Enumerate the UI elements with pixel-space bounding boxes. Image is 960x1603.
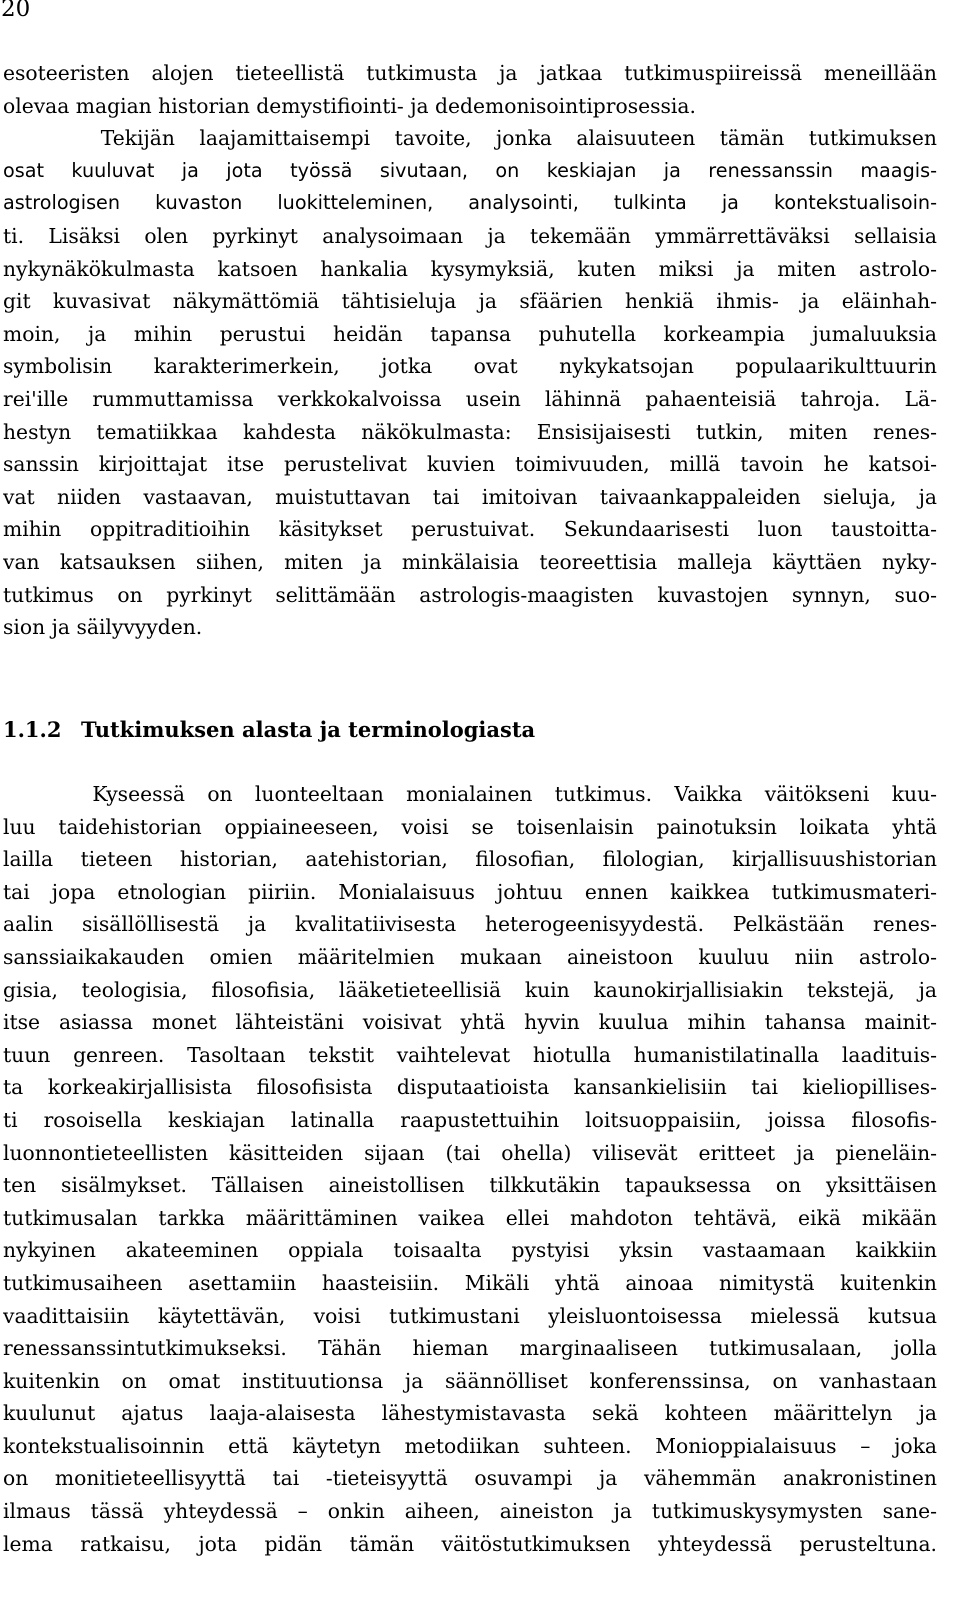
text-line: esoteeristen alojen tieteellistä tutkimusta ja jatkaa tutkimuspiireissä meneillään [3, 61, 937, 85]
text-line: tutkimusaiheen asettamiin haasteisiin. Mikäli yhtä ainoaa nimitystä kuitenkin [3, 1270, 937, 1295]
text-line: luonnontieteellisten käsitteiden sijaan (tai ohella) vilisevät eritteet ja pieneläin- [3, 1140, 937, 1165]
text-line: tuun genreen. Tasoltaan tekstit vaihtelevat hiotulla humanistilatinalla laadituis- [3, 1042, 937, 1067]
text-line: kontekstualisoinnin että käytetyn metodiikan suhteen. Monioppialaisuus – joka [3, 1433, 937, 1458]
text-line: Kyseessä on luonteeltaan monialainen tutkimus. Vaikka väitökseni kuu- [3, 782, 937, 806]
text-line: sanssin kirjoittajat itse perustelivat kuvien toimivuuden, millä tavoin he katsoi- [3, 452, 937, 477]
text-line: hestyn tematiikkaa kahdesta näkökulmasta: Ensisijaisesti tutkin, miten renes- [3, 419, 937, 444]
section-heading [3, 712, 937, 748]
text-line: tutkimus on pyrkinyt selittämään astrologis-maagisten kuvastojen synnyn, suo- [3, 582, 937, 607]
text-line: tai jopa etnologian piiriin. Monialaisuus johtuu ennen kaikkea tutkimusmateri- [3, 879, 937, 904]
text-line: itse asiassa monet lähteistäni voisivat yhtä hyvin kuulua mihin tahansa mainit- [3, 1010, 937, 1035]
text-line: lailla tieteen historian, aatehistorian, filosofian, filologian, kirjallisuushistorian [3, 847, 937, 872]
text-line: nykyinen akateeminen oppiala toisaalta pystyisi yksin vastaamaan kaikkiin [3, 1238, 937, 1263]
text-line: aalin sisällöllisestä ja kvalitatiivisesta heterogeenisyydestä. Pelkästään renes- [3, 912, 937, 937]
text-line: Tekijän laajamittaisempi tavoite, jonka alaisuuteen tämän tutkimuksen [3, 126, 937, 151]
text-line: moin, ja mihin perustui heidän tapansa puhutella korkeampia jumaluuksia [3, 321, 937, 346]
text-line: rei'ille rummuttamissa verkkokalvoissa usein lähinnä pahaenteisiä tahroja. Lä- [3, 386, 937, 411]
text-line: kuitenkin on omat instituutionsa ja säännölliset konferenssinsa, on vanhastaan [3, 1368, 937, 1393]
text-line: git kuvasivat näkymättömiä tähtisieluja ja sfäärien henkiä ihmis- ja eläinhah- [3, 289, 937, 314]
text-line: symbolisin karakterimerkein, jotka ovat nykykatsojan populaarikulttuurin [3, 354, 937, 379]
page-number: 20 [1, 0, 31, 22]
text-line: ti rosoisella keskiajan latinalla raapustettuihin loitsuoppaisiin, joissa filosofis- [3, 1107, 937, 1132]
text-line: renessanssintutkimukseksi. Tähän hieman marginaaliseen tutkimusalaan, jolla [3, 1336, 937, 1361]
paragraph-2 [3, 778, 937, 1560]
text-line: vaadittaisiin käytettävän, voisi tutkimustani yleisluontoisessa mielessä kutsua [3, 1303, 937, 1328]
text-line: on monitieteellisyyttä tai -tieteisyyttä osuvampi ja vähemmän anakronistinen [3, 1466, 937, 1491]
section-title: Tutkimuksen alasta ja terminologiasta [81, 717, 536, 742]
text-line: ilmaus tässä yhteydessä – onkin aiheen, aineiston ja tutkimuskysymysten sane- [3, 1499, 937, 1524]
paragraph-1 [3, 57, 937, 644]
text-line: vat niiden vastaavan, muistuttavan tai imitoivan taivaankappaleiden sieluja, ja [3, 484, 937, 509]
text-line: van katsauksen siihen, miten ja minkälaisia teoreettisia malleja käyttäen nyky- [3, 549, 937, 574]
text-line: ten sisälmykset. Tällaisen aineistollisen tilkkutäkin tapauksessa on yksittäisen [3, 1173, 937, 1198]
text-line: nykynäkökulmasta katsoen hankalia kysymyksiä, kuten miksi ja miten astrolo- [3, 256, 937, 281]
section-number: 1.1.2 [3, 717, 62, 742]
text-line: luu taidehistorian oppiaineeseen, voisi se toisenlaisin painotuksin loikata yhtä [3, 814, 937, 839]
text-line: sion ja säilyvyyden. [3, 615, 203, 640]
text-line: lema ratkaisu, jota pidän tämän väitöstutkimuksen yhteydessä perusteltuna. [3, 1531, 937, 1556]
text-line: ti. Lisäksi olen pyrkinyt analysoimaan ja tekemään ymmärrettäväksi sellaisia [3, 223, 937, 248]
text-line: osat kuuluvat ja jota työssä sivutaan, on keskiajan ja renessanssin maagis- [3, 158, 937, 182]
text-line: kuulunut ajatus laaja-alaisesta lähestymistavasta sekä kohteen määrittelyn ja [3, 1401, 937, 1426]
text-line: ta korkeakirjallisista filosofisista disputaatioista kansankielisiin tai kieliopillises- [3, 1075, 937, 1100]
text-line: sanssiaikakauden omien määritelmien mukaan aineistoon kuuluu niin astrolo- [3, 944, 937, 969]
text-line: tutkimusalan tarkka määrittäminen vaikea ellei mahdoton tehtävä, eikä mikään [3, 1205, 937, 1230]
text-line: astrologisen kuvaston luokitteleminen, analysointi, tulkinta ja kontekstualisoin- [3, 191, 937, 215]
text-line: mihin oppitraditioihin käsitykset perustuivat. Sekundaarisesti luon taustoitta- [3, 517, 937, 542]
text-line: olevaa magian historian demystifiointi- ja dedemonisointiprosessia. [3, 93, 696, 118]
text-line: gisia, teologisia, filosofisia, lääketieteellisiä kuin kaunokirjallisiakin tekstejä, ja [3, 977, 937, 1002]
